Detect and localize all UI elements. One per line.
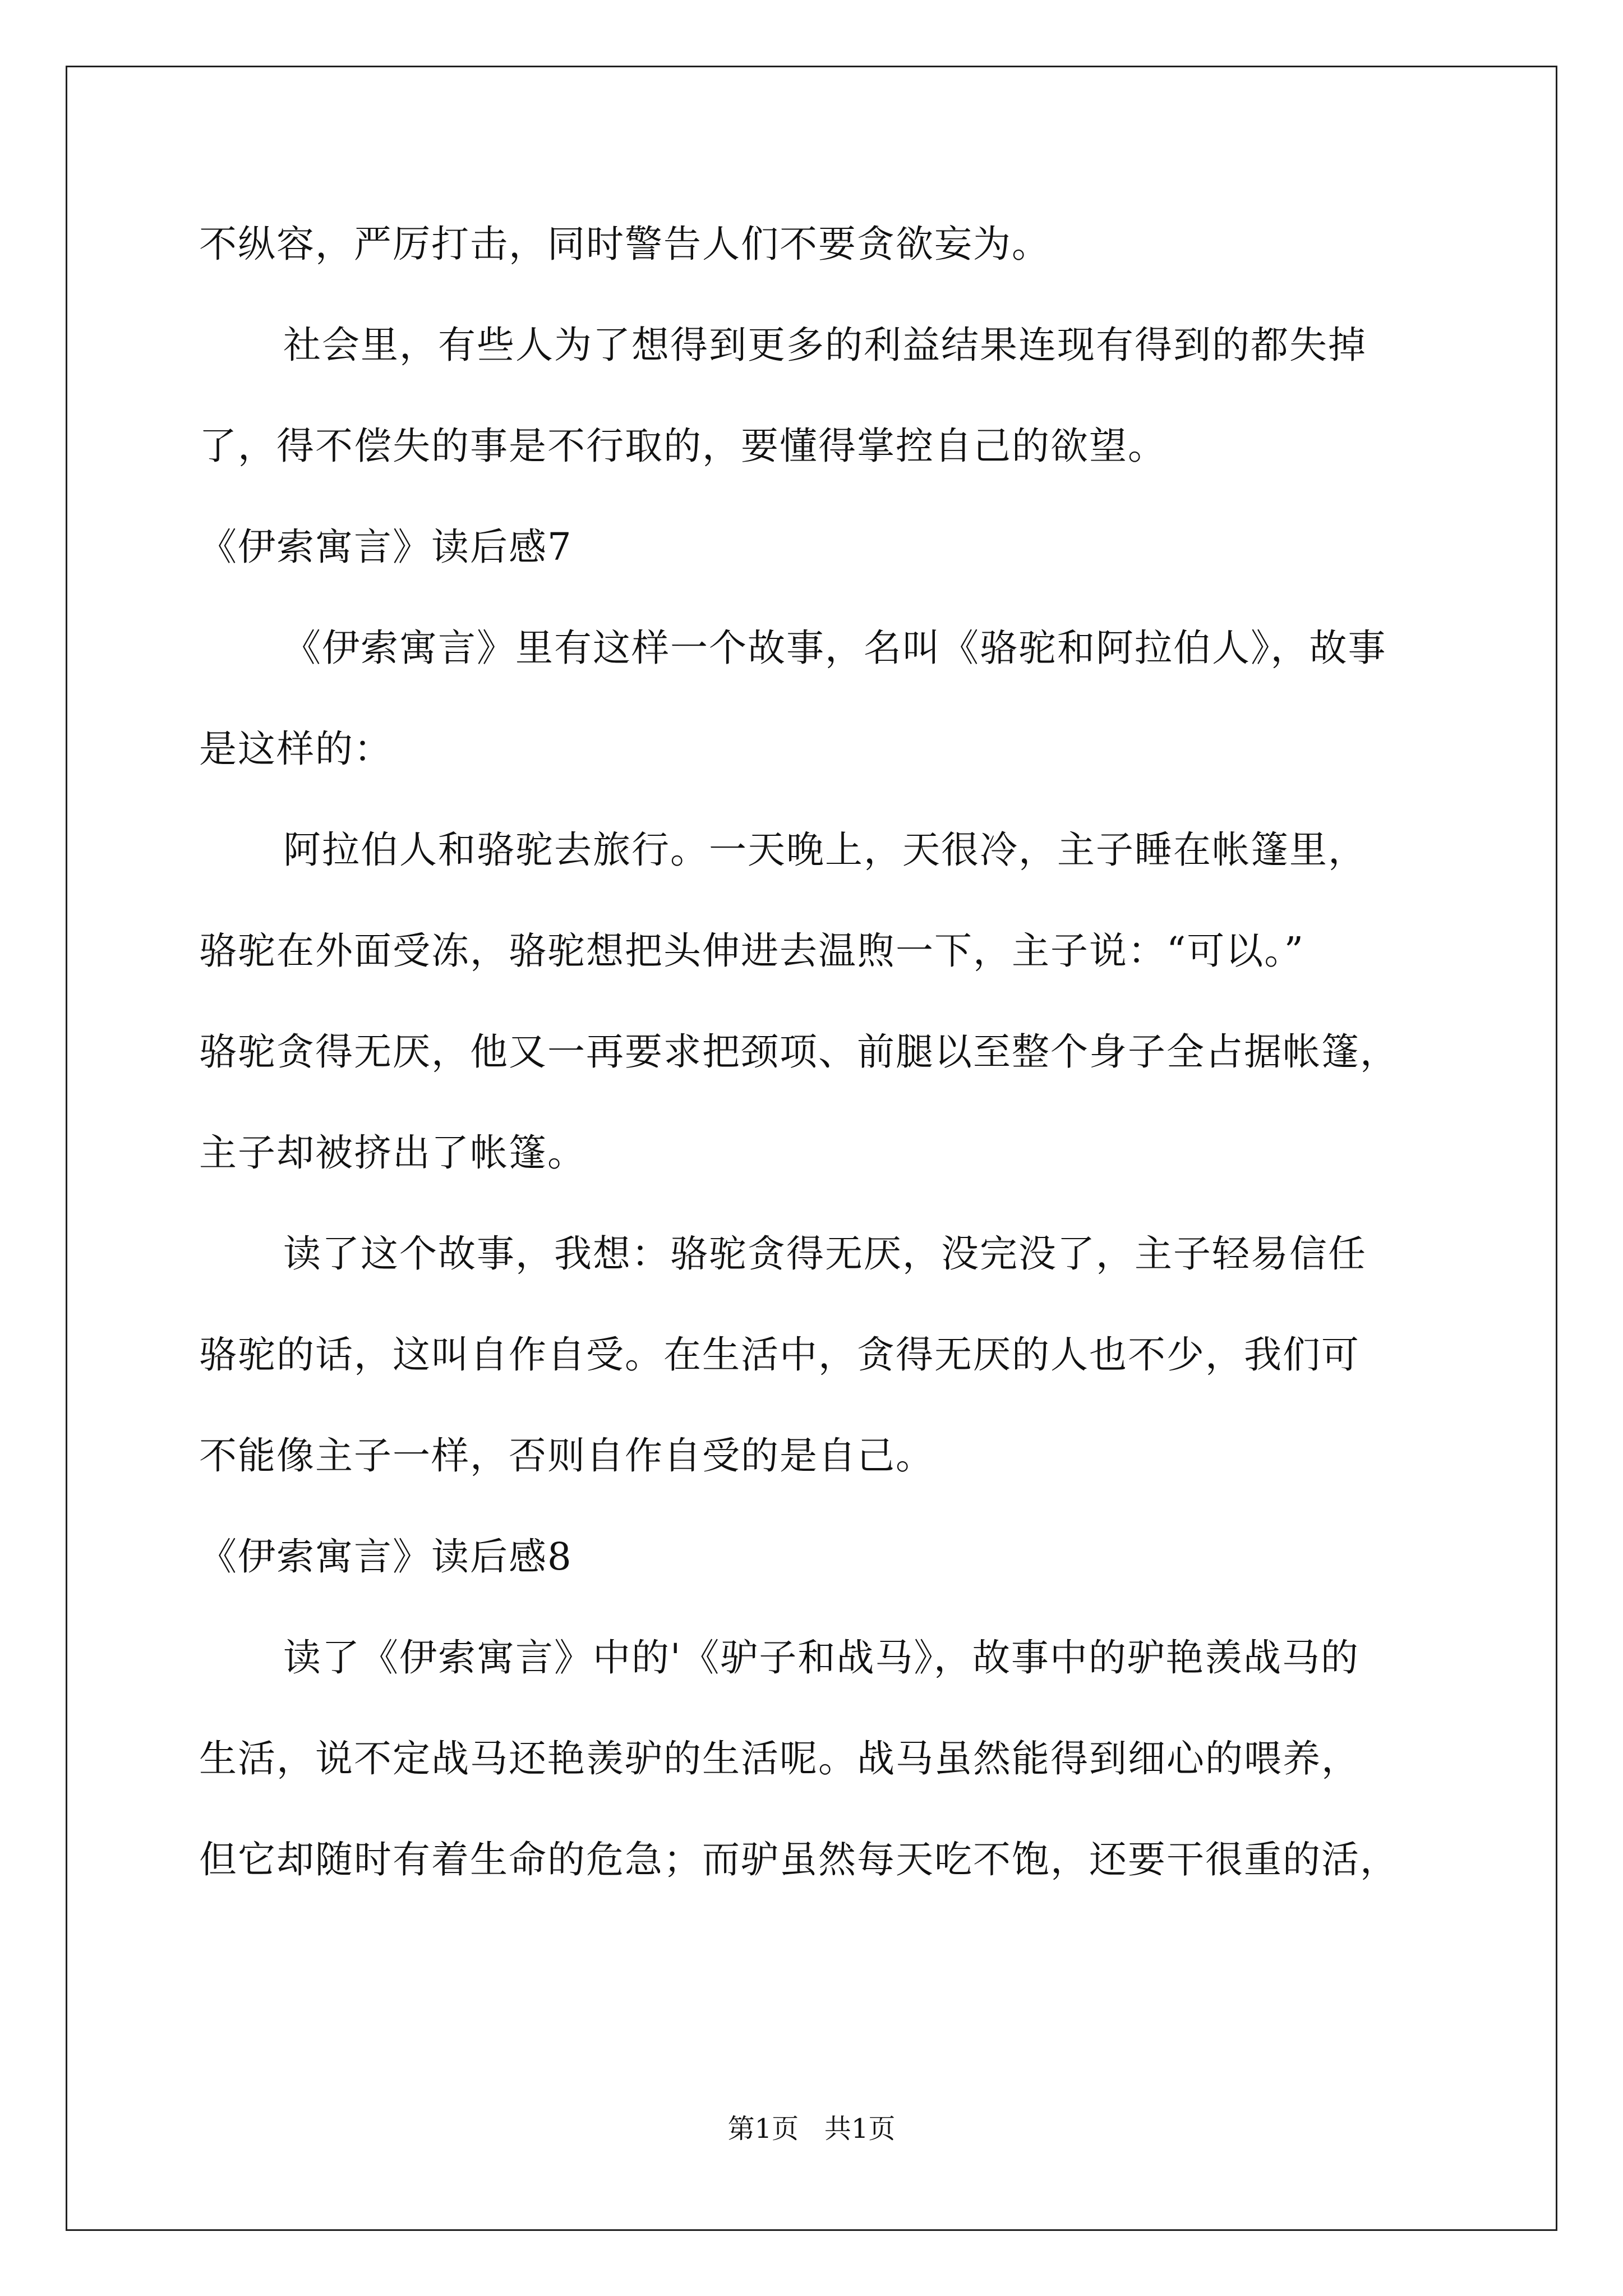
page-footer: 第1页 共1页 [727, 2113, 896, 2145]
paragraph-line: 读了《伊索寓言》中的'《驴子和战马》，故事中的驴艳羡战马的 [283, 1636, 1359, 1680]
paragraph-line: 骆驼贪得无厌，他又一再要求把颈项、前腿以至整个身子全占据帐篷， [199, 1030, 1399, 1074]
section-heading: 《伊索寓言》读后感8 [199, 1535, 573, 1579]
paragraph-line: 不能像主子一样，否则自作自受的是自己。 [199, 1434, 934, 1478]
paragraph-line: 骆驼的话，这叫自作自受。在生活中，贪得无厌的人也不少，我们可 [199, 1333, 1360, 1377]
section-heading: 《伊索寓言》读后感7 [199, 525, 573, 569]
paragraph-line: 生活，说不定战马还艳羡驴的生活呢。战马虽然能得到细心的喂养， [199, 1737, 1360, 1780]
paragraph-line: 是这样的： [199, 727, 393, 771]
paragraph-line: 主子却被挤出了帐篷。 [199, 1131, 586, 1175]
paragraph-line: 但它却随时有着生命的危急；而驴虽然每天吃不饱，还要干很重的活， [199, 1838, 1399, 1881]
paragraph-line: 读了这个故事，我想：骆驼贪得无厌，没完没了，主子轻易信任 [283, 1232, 1367, 1276]
paragraph-line: 社会里，有些人为了想得到更多的利益结果连现有得到的都失掉 [283, 323, 1367, 367]
paragraph-line: 阿拉伯人和骆驼去旅行。一天晚上，天很冷，主子睡在帐篷里， [283, 828, 1367, 872]
paragraph-line: 《伊索寓言》里有这样一个故事，名叫《骆驼和阿拉伯人》，故事 [283, 626, 1387, 670]
paragraph-line: 不纵容，严厉打击，同时警告人们不要贪欲妄为。 [199, 222, 1050, 266]
paragraph-line: 骆驼在外面受冻，骆驼想把头伸进去温煦一下，主子说：“可以。” [199, 929, 1305, 973]
paragraph-line: 了，得不偿失的事是不行取的，要懂得掌控自己的欲望。 [199, 424, 1166, 468]
